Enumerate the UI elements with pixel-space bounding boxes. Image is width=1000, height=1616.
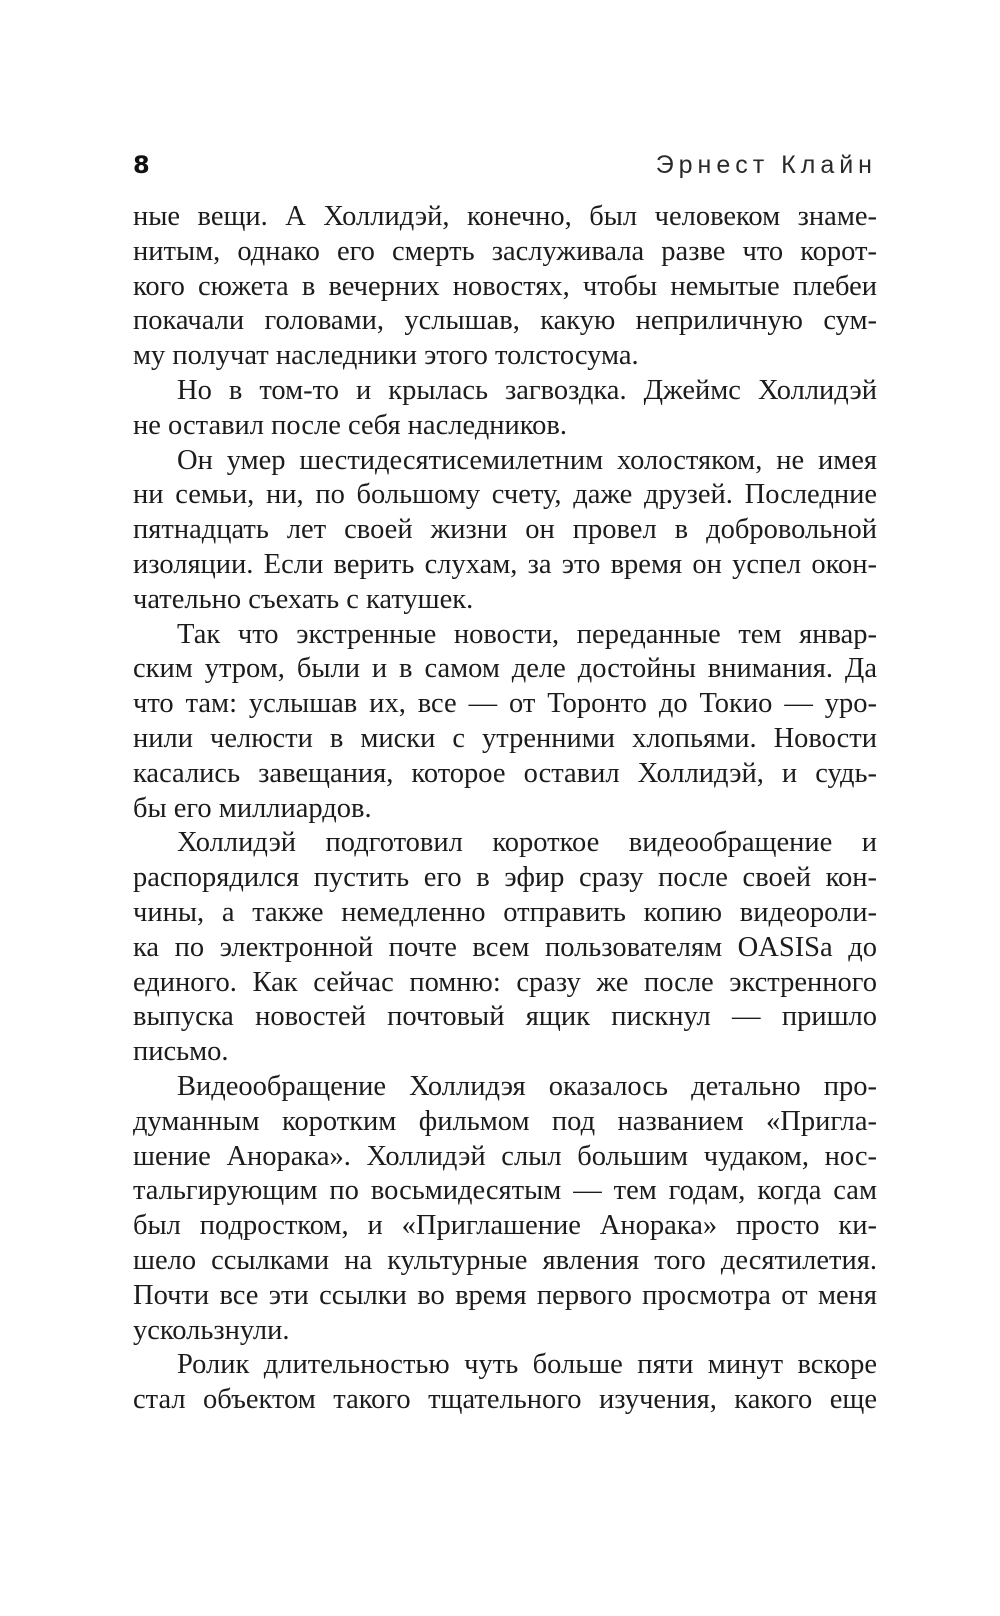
text-line: бы его миллиардов. [133,792,372,824]
text-line: думанным коротким фильмом под названием «Пригла- [133,1105,877,1137]
text-line: изоляции. Если верить слухам, за это время он успел окон- [133,548,877,580]
text-line: покачали головами, услышав, какую неприличную сум- [133,305,877,337]
text-line: Видеообращение Холлидэя оказалось детально про- [177,1070,877,1102]
text-line: не оставил после себя наследников. [133,409,567,441]
text-line: чины, а также немедленно отправить копию видеороли- [133,896,877,928]
text-line: ка по электронной почте всем пользователям OASISа до [133,931,877,963]
text-line: касались завещания, которое оставил Холлидэй, и судь- [133,757,877,789]
text-line: пятнадцать лет своей жизни он провел в добровольной [133,514,877,546]
text-line: нитым, однако его смерть заслуживала разве что корот- [133,235,877,267]
text-line: шение Анорака». Холлидэй слыл большим чудаком, нос- [133,1140,877,1172]
text-line: выпуска новостей почтовый ящик пискнул — пришло [133,1001,877,1033]
text-line: распорядился пустить его в эфир сразу после своей кон- [133,862,877,894]
text-line: Так что экстренные новости, переданные тем январ- [177,618,877,650]
text-line: Холлидэй подготовил короткое видеообращение и [177,827,877,859]
text-line: Ролик длительностью чуть больше пяти минут вскоре [177,1349,877,1381]
text-line: ским утром, были и в самом деле достойны внимания. Да [133,653,877,685]
text-line: тальгирующим по восьмидесятым — тем годам, когда сам [133,1175,877,1207]
text-line: кого сюжета в вечерних новостях, чтобы немытые плебеи [133,270,877,302]
text-line: был подростком, и «Приглашение Анорака» просто ки- [133,1210,877,1242]
text-line: Он умер шестидесятисемилетним холостяком, не имея [177,444,877,476]
page-header [133,150,877,184]
text-line: чательно съехать с катушек. [133,583,474,615]
text-line: ускользнули. [133,1314,290,1346]
text-line: ни семьи, ни, по большому счету, даже друзей. Последние [133,479,877,511]
text-line: нили челюсти в миски с утренними хлопьями. Новости [133,722,877,754]
text-line: Но в том-то и крылась загвоздка. Джеймс Холлидэй [177,374,877,406]
text-line: ные вещи. А Холлидэй, конечно, был человеком знаме- [133,201,877,232]
text-line: стал объектом такого тщательного изучения, какого еще [133,1384,877,1416]
text-line: му получат наследники этого толстосума. [133,340,639,372]
running-head-author: Эрнест Клайн [655,151,877,179]
text-line: что там: услышав их, все — от Торонто до Токио — уро- [133,688,877,720]
text-line: Почти все эти ссылки во время первого просмотра от меня [133,1279,877,1311]
body-text [133,200,877,1418]
page-number: 8 [133,151,150,179]
text-line: единого. Как сейчас помню: сразу же после экстренного [133,966,877,998]
text-line: письмо. [133,1036,229,1068]
text-line: шело ссылками на культурные явления того десятилетия. [133,1244,877,1276]
